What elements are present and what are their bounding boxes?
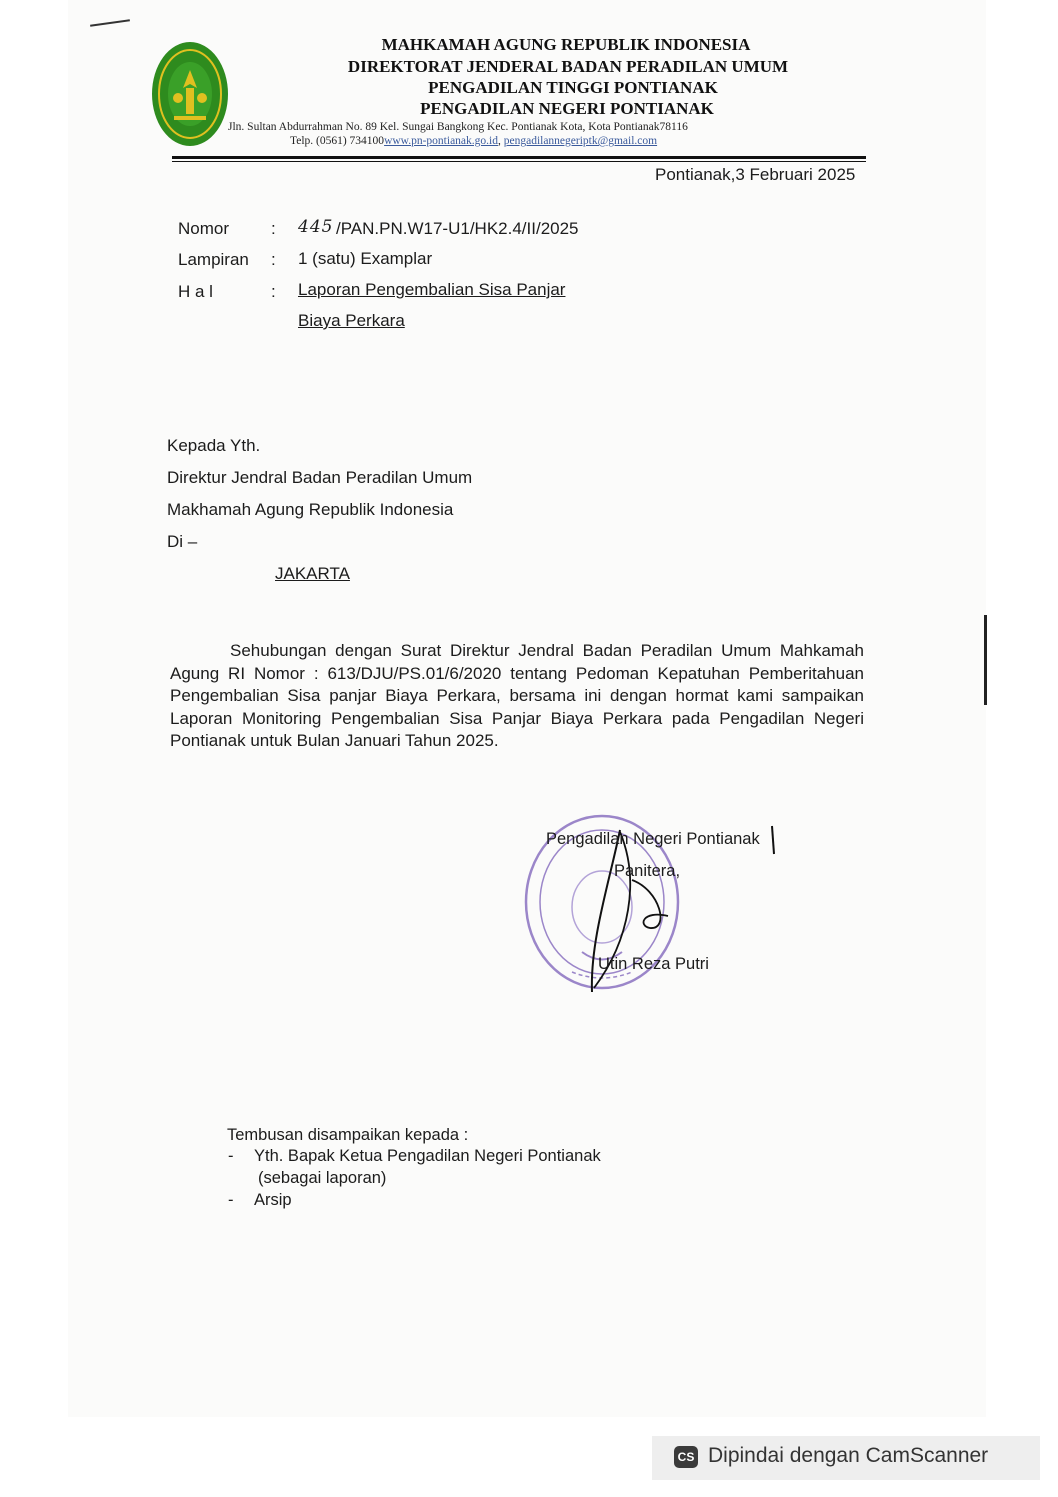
header-website[interactable]: www.pn-pontianak.go.id xyxy=(384,135,498,147)
hal-colon: : xyxy=(271,282,276,301)
recipient-city: JAKARTA xyxy=(275,564,350,583)
body-line-3: Pengembalian Sisa panjar Biaya Perkara, bersama ini dengan hormat kami sampaikan xyxy=(170,686,864,705)
signature-office: Pengadilan Negeri Pontianak xyxy=(546,830,760,848)
hal-value-line1: Laporan Pengembalian Sisa Panjar xyxy=(298,280,566,299)
body-line-4: Laporan Monitoring Pengembalian Sisa Panjar Biaya Perkara pada Pengadilan Negeri xyxy=(170,708,864,728)
cc-item-2: Arsip xyxy=(254,1191,292,1209)
recipient-line-1: Kepada Yth. xyxy=(167,436,261,455)
recipient-line-4: Di – xyxy=(167,532,198,551)
header-contact: Telp. (0561) 734100www.pn-pontianak.go.id, pengadilannegeriptk@gmail.com xyxy=(290,135,658,147)
nomor-colon: : xyxy=(271,219,276,238)
lampiran-label: Lampiran xyxy=(178,250,249,269)
nomor-value: /PAN.PN.W17-U1/HK2.4/II/2025 xyxy=(336,219,579,238)
header-line-2: DIREKTORAT JENDERAL BADAN PERADILAN UMUM xyxy=(347,57,789,76)
hal-value-line2: Biaya Perkara xyxy=(298,311,405,330)
recipient-line-3: Makhamah Agung Republik Indonesia xyxy=(167,500,454,519)
header-line-3: PENGADILAN TINGGI PONTIANAK xyxy=(428,78,718,97)
margin-mark xyxy=(984,615,987,705)
body-line-1: Sehubungan dengan Surat Direktur Jendral Badan Peradilan Umum Mahkamah xyxy=(230,641,864,660)
signature-position: Panitera, xyxy=(614,862,681,880)
camscanner-icon: CS xyxy=(674,1446,698,1468)
header-line-4: PENGADILAN NEGERI PONTIANAK xyxy=(420,99,714,118)
signature-name: Utin Reza Putri xyxy=(598,955,709,973)
lampiran-colon: : xyxy=(271,250,276,269)
cc-item-1-note: (sebagai laporan) xyxy=(258,1169,387,1187)
header-phone: Telp. (0561) 734100 xyxy=(290,135,385,147)
cc-bullet-1: - xyxy=(228,1147,234,1165)
letter-date: Pontianak,3 Februari 2025 xyxy=(655,165,856,184)
header-rule-thin xyxy=(172,161,866,162)
lampiran-value: 1 (satu) Examplar xyxy=(298,249,433,268)
header-address: Jln. Sultan Abdurrahman No. 89 Kel. Sungai Bangkong Kec. Pontianak Kota, Kota Pontianak78116 xyxy=(228,121,688,133)
scanner-watermark-text: Dipindai dengan CamScanner xyxy=(708,1444,989,1467)
hal-label: H a l xyxy=(178,282,213,301)
header-line-1: MAHKAMAH AGUNG REPUBLIK INDONESIA xyxy=(381,35,751,54)
nomor-label: Nomor xyxy=(178,219,230,238)
cc-item-1: Yth. Bapak Ketua Pengadilan Negeri Pontianak xyxy=(254,1147,601,1165)
cc-bullet-2: - xyxy=(228,1191,234,1209)
cc-title: Tembusan disampaikan kepada : xyxy=(227,1126,469,1144)
header-rule xyxy=(172,156,866,159)
body-paragraph xyxy=(170,640,864,753)
body-line-5: Pontianak untuk Bulan Januari Tahun 2025. xyxy=(170,731,499,750)
recipient-line-2: Direktur Jendral Badan Peradilan Umum xyxy=(167,468,473,487)
nomor-handwritten: 445 xyxy=(298,217,334,237)
header-email[interactable]: pengadilannegeriptk@gmail.com xyxy=(503,135,658,147)
body-line-2: Agung RI Nomor : 613/DJU/PS.01/6/2020 tentang Pedoman Kepatuhan Pemberitahuan xyxy=(170,663,864,683)
